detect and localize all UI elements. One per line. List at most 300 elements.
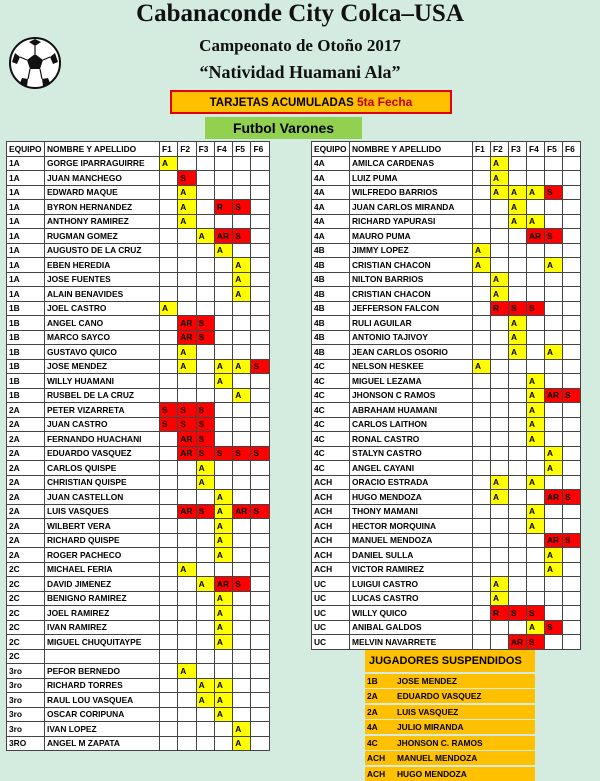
column-header: F6 [563, 142, 581, 157]
table-row [312, 185, 581, 200]
card-cell: A [527, 214, 545, 229]
team-cell: 2A [7, 446, 45, 461]
team-cell: ACH [312, 548, 350, 563]
card-cell [233, 606, 251, 621]
card-cell [473, 446, 491, 461]
player-name-cell: RUGMAN GOMEZ [45, 229, 160, 244]
card-cell [509, 417, 527, 432]
card-cell [509, 475, 527, 490]
table-row [7, 359, 270, 374]
card-cell [473, 301, 491, 316]
player-name-cell: WILBERT VERA [45, 519, 160, 534]
card-cell [527, 272, 545, 287]
card-cell [563, 185, 581, 200]
player-name-cell: JEAN CARLOS OSORIO [350, 345, 473, 360]
card-cell: A [214, 519, 232, 534]
card-cell [527, 461, 545, 476]
player-name-cell: LUIS VASQUES [45, 504, 160, 519]
table-row [7, 229, 270, 244]
suspended-row [365, 720, 535, 734]
card-cell [509, 591, 527, 606]
team-cell: UC [312, 620, 350, 635]
suspended-name: HUGO MENDOZA [397, 768, 467, 779]
team-cell: 4B [312, 316, 350, 331]
suspended-name: JULIO MIRANDA [397, 722, 464, 732]
card-cell [473, 185, 491, 200]
table-row [7, 214, 270, 229]
player-name-cell: IVAN LOPEZ [45, 722, 160, 737]
column-header: F2 [491, 142, 509, 157]
player-name-cell: EDWARD MAQUE [45, 185, 160, 200]
player-name-cell: OSCAR CORIPUNA [45, 707, 160, 722]
team-cell: ACH [312, 475, 350, 490]
table-row [7, 316, 270, 331]
card-cell [473, 461, 491, 476]
card-cell [527, 533, 545, 548]
column-header: F1 [473, 142, 491, 157]
team-cell: 4A [312, 171, 350, 186]
card-cell [545, 359, 563, 374]
player-name-cell: GUSTAVO QUICO [45, 345, 160, 360]
card-cell [563, 287, 581, 302]
player-name-cell: ANTONIO TAJIVOY [350, 330, 473, 345]
table-row [7, 606, 270, 621]
team-cell: ACH [312, 533, 350, 548]
card-cell [545, 200, 563, 215]
column-header: NOMBRE Y APELLIDO [45, 142, 160, 157]
card-cell [214, 388, 232, 403]
page-subtitle: Campeonato de Otoño 2017 [199, 36, 401, 55]
card-cell [178, 243, 196, 258]
card-cell [491, 403, 509, 418]
player-name-cell: RULI AGUILAR [350, 316, 473, 331]
card-cell [563, 504, 581, 519]
card-cell [160, 200, 178, 215]
card-cell: A [491, 272, 509, 287]
card-cell [214, 417, 232, 432]
card-cell [214, 258, 232, 273]
card-cell: A [214, 678, 232, 693]
team-cell: 2C [7, 649, 45, 664]
card-cell: S [545, 185, 563, 200]
suspended-name: MANUEL MENDOZA [397, 753, 478, 763]
card-cell [233, 171, 251, 186]
player-name-cell: HUGO MENDOZA [350, 490, 473, 505]
table-row [7, 475, 270, 490]
team-cell: 2A [7, 548, 45, 563]
table-row [7, 156, 270, 171]
card-cell [563, 345, 581, 360]
card-cell: R [491, 606, 509, 621]
player-name-cell: ROGER PACHECO [45, 548, 160, 563]
card-cell [251, 635, 269, 650]
card-cell [509, 287, 527, 302]
team-cell: 4C [312, 403, 350, 418]
card-cell: A [214, 606, 232, 621]
card-cell: A [214, 374, 232, 389]
card-cell [196, 185, 214, 200]
card-cell [160, 359, 178, 374]
table-row [312, 330, 581, 345]
card-cell [251, 432, 269, 447]
table-row [312, 577, 581, 592]
card-cell [545, 330, 563, 345]
card-cell [160, 577, 178, 592]
table-header-row [7, 142, 270, 157]
card-cell [233, 403, 251, 418]
player-name-cell: JHONSON C RAMOS [350, 388, 473, 403]
team-cell: 4C [312, 374, 350, 389]
card-cell [160, 664, 178, 679]
card-cell: A [214, 359, 232, 374]
card-cell [473, 272, 491, 287]
card-cell [251, 243, 269, 258]
card-cell [160, 620, 178, 635]
card-cell [196, 490, 214, 505]
suspended-team: 2A [367, 706, 378, 717]
card-cell: A [233, 359, 251, 374]
card-cell [251, 707, 269, 722]
card-cell [545, 432, 563, 447]
card-cell: A [545, 562, 563, 577]
card-cell [545, 635, 563, 650]
card-cell [196, 707, 214, 722]
player-name-cell: PEFOR BERNEDO [45, 664, 160, 679]
team-cell: 1A [7, 243, 45, 258]
card-cell [178, 548, 196, 563]
card-cell [233, 417, 251, 432]
player-name-cell: BENIGNO RAMIREZ [45, 591, 160, 606]
card-cell: S [196, 403, 214, 418]
card-cell [178, 577, 196, 592]
card-cell [251, 722, 269, 737]
card-cell [214, 156, 232, 171]
card-cell: A [214, 548, 232, 563]
card-cell [527, 591, 545, 606]
table-row [312, 171, 581, 186]
card-cell [251, 591, 269, 606]
team-cell: 1A [7, 156, 45, 171]
card-cell [233, 693, 251, 708]
card-cell: S [196, 504, 214, 519]
table-row [7, 374, 270, 389]
team-cell: 1A [7, 258, 45, 273]
suspended-name: EDUARDO VASQUEZ [397, 691, 482, 701]
card-cell [178, 519, 196, 534]
card-cell [473, 229, 491, 244]
player-name-cell: CARLOS LAITHON [350, 417, 473, 432]
table-row [7, 577, 270, 592]
table-row [7, 171, 270, 186]
player-name-cell: VICTOR RAMIREZ [350, 562, 473, 577]
suspended-row [365, 674, 535, 688]
table-row [7, 548, 270, 563]
card-cell [527, 200, 545, 215]
card-cell [233, 649, 251, 664]
card-cell: A [233, 272, 251, 287]
player-name-cell: WILFREDO BARRIOS [350, 185, 473, 200]
card-cell: A [196, 461, 214, 476]
card-cell [160, 606, 178, 621]
card-cell [473, 388, 491, 403]
card-cell [160, 229, 178, 244]
card-cell [160, 330, 178, 345]
table-row [7, 620, 270, 635]
card-cell: S [251, 446, 269, 461]
player-name-cell: MIGUEL LEZAMA [350, 374, 473, 389]
card-cell [160, 446, 178, 461]
team-cell: 2A [7, 417, 45, 432]
team-cell: 1B [7, 345, 45, 360]
team-cell: 1A [7, 200, 45, 215]
card-cell [545, 403, 563, 418]
team-cell: 4B [312, 301, 350, 316]
card-cell [473, 171, 491, 186]
table-row [312, 272, 581, 287]
table-row [7, 432, 270, 447]
card-cell: AR [545, 533, 563, 548]
card-cell: S [214, 446, 232, 461]
card-cell [178, 620, 196, 635]
card-cell [214, 664, 232, 679]
table-row [7, 664, 270, 679]
card-cell: A [178, 562, 196, 577]
card-cell [563, 359, 581, 374]
table-row [312, 432, 581, 447]
card-cell [214, 214, 232, 229]
card-cell [473, 374, 491, 389]
card-cell [233, 475, 251, 490]
table-row [7, 403, 270, 418]
team-cell: 1B [7, 316, 45, 331]
team-cell: 2A [7, 533, 45, 548]
card-cell [251, 548, 269, 563]
table-row [312, 388, 581, 403]
card-cell: S [178, 171, 196, 186]
table-row [7, 461, 270, 476]
card-cell [160, 272, 178, 287]
card-cell [563, 606, 581, 621]
team-cell: 2A [7, 519, 45, 534]
player-name-cell: WILLY QUICO [350, 606, 473, 621]
card-cell [233, 591, 251, 606]
card-cell [509, 258, 527, 273]
card-cell [509, 388, 527, 403]
card-cell [545, 577, 563, 592]
card-cell [160, 591, 178, 606]
card-cell [473, 403, 491, 418]
player-name-cell: EBEN HEREDIA [45, 258, 160, 273]
card-cell [251, 649, 269, 664]
card-cell [509, 243, 527, 258]
player-name-cell: NELSON HESKEE [350, 359, 473, 374]
card-cell [160, 504, 178, 519]
card-cell: A [214, 707, 232, 722]
card-cell: S [545, 620, 563, 635]
card-cell [178, 591, 196, 606]
card-cell [473, 548, 491, 563]
card-cell [178, 736, 196, 751]
suspended-players-box [365, 650, 535, 781]
player-name-cell: JUAN MANCHEGO [45, 171, 160, 186]
card-cell [160, 243, 178, 258]
card-cell [160, 171, 178, 186]
card-cell: A [196, 577, 214, 592]
card-cell [233, 156, 251, 171]
card-cell [545, 504, 563, 519]
card-cell [214, 185, 232, 200]
player-name-cell: AUGUSTO DE LA CRUZ [45, 243, 160, 258]
suspended-row [365, 751, 535, 765]
table-row [312, 475, 581, 490]
card-cell [196, 606, 214, 621]
card-cell [527, 287, 545, 302]
card-cell [563, 635, 581, 650]
suspended-team: 2A [367, 691, 378, 701]
card-cell [233, 519, 251, 534]
player-name-cell: ANGEL M ZAPATA [45, 736, 160, 751]
card-cell [509, 548, 527, 563]
card-cell [473, 577, 491, 592]
suspended-name: JOSE MENDEZ [397, 675, 458, 686]
column-header: F1 [160, 142, 178, 157]
card-cell [196, 519, 214, 534]
table-header-row [312, 142, 581, 157]
card-cell [251, 693, 269, 708]
card-cell: A [196, 229, 214, 244]
table-row [312, 606, 581, 621]
card-cell [563, 316, 581, 331]
table-row [312, 533, 581, 548]
card-cell: S [527, 301, 545, 316]
card-cell: A [509, 330, 527, 345]
suspended-team: ACH [367, 753, 386, 763]
card-cell [214, 562, 232, 577]
team-cell: 2C [7, 635, 45, 650]
page-quote: “Natividad Huamani Ala” [199, 62, 401, 82]
team-cell: 1A [7, 229, 45, 244]
card-cell [178, 678, 196, 693]
player-name-cell: ALAIN BENAVIDES [45, 287, 160, 302]
table-row [312, 548, 581, 563]
card-cell [491, 345, 509, 360]
card-cell: A [233, 736, 251, 751]
card-cell [214, 736, 232, 751]
card-cell [196, 214, 214, 229]
card-cell: AR [178, 504, 196, 519]
team-cell: 4C [312, 359, 350, 374]
card-cell: A [473, 243, 491, 258]
soccer-ball-icon [8, 36, 62, 90]
team-cell: 4A [312, 156, 350, 171]
card-cell [251, 403, 269, 418]
card-cell: A [178, 185, 196, 200]
card-cell: S [509, 301, 527, 316]
card-cell [196, 664, 214, 679]
player-name-cell: MAURO PUMA [350, 229, 473, 244]
card-cell [563, 562, 581, 577]
table-row [312, 519, 581, 534]
card-cell: A [545, 461, 563, 476]
team-cell: 4C [312, 446, 350, 461]
card-cell [545, 606, 563, 621]
card-cell [196, 243, 214, 258]
card-cell [178, 490, 196, 505]
card-cell [233, 345, 251, 360]
team-cell: 2A [7, 504, 45, 519]
table-row [7, 417, 270, 432]
card-cell [251, 562, 269, 577]
card-cell [491, 562, 509, 577]
card-cell: A [545, 548, 563, 563]
card-cell [233, 664, 251, 679]
card-cell [160, 214, 178, 229]
card-cell: A [214, 533, 232, 548]
card-cell: S [251, 504, 269, 519]
suspended-row [365, 767, 535, 781]
team-cell: 4C [312, 432, 350, 447]
page-title: Cabanaconde City Colca–USA [136, 0, 464, 27]
card-cell [473, 200, 491, 215]
card-cell [563, 548, 581, 563]
card-cell [473, 156, 491, 171]
card-cell [196, 301, 214, 316]
player-name-cell: CRISTIAN CHACON [350, 258, 473, 273]
column-header: EQUIPO [312, 142, 350, 157]
card-cell [251, 156, 269, 171]
suspended-row [365, 736, 535, 750]
suspended-row [365, 705, 535, 719]
card-cell [214, 722, 232, 737]
team-cell: 1A [7, 214, 45, 229]
table-row [7, 490, 270, 505]
team-cell: 2C [7, 606, 45, 621]
card-cell [563, 577, 581, 592]
table-row [312, 301, 581, 316]
team-cell: UC [312, 591, 350, 606]
card-cell [473, 606, 491, 621]
card-cell: A [491, 490, 509, 505]
team-cell: 3ro [7, 664, 45, 679]
card-cell [509, 359, 527, 374]
card-cell: S [178, 403, 196, 418]
card-cell [251, 577, 269, 592]
card-cell [473, 562, 491, 577]
card-cell [563, 475, 581, 490]
team-cell: ACH [312, 562, 350, 577]
card-cell: S [527, 606, 545, 621]
table-row [7, 533, 270, 548]
card-cell [160, 649, 178, 664]
table-body-right [312, 156, 581, 649]
card-cell: A [527, 417, 545, 432]
card-cell [196, 620, 214, 635]
card-cell [160, 707, 178, 722]
player-name-cell: RUSBEL DE LA CRUZ [45, 388, 160, 403]
card-cell: S [196, 432, 214, 447]
player-name-cell: RAUL LOU VASQUEA [45, 693, 160, 708]
team-cell: UC [312, 577, 350, 592]
card-cell [563, 620, 581, 635]
card-cell: A [160, 156, 178, 171]
card-cell [160, 374, 178, 389]
card-cell [178, 301, 196, 316]
card-cell [196, 388, 214, 403]
card-cell [527, 562, 545, 577]
card-cell [233, 620, 251, 635]
card-cell [178, 461, 196, 476]
table-row [7, 504, 270, 519]
